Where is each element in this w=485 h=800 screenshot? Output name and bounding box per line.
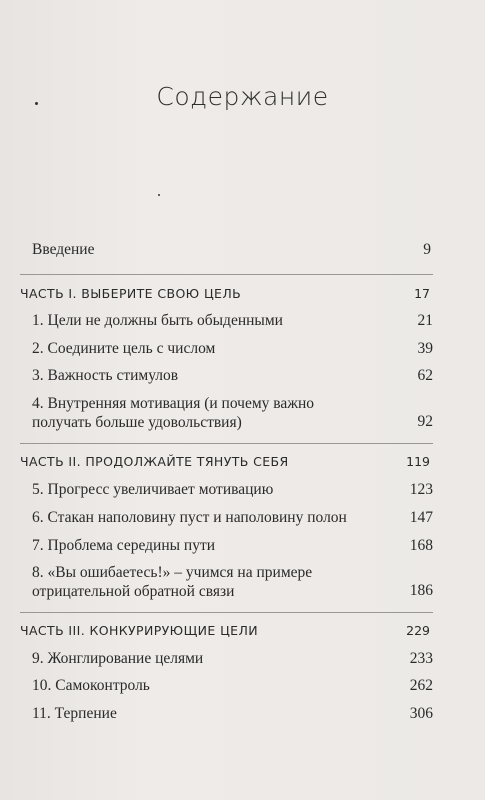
toc-page-number: 92 bbox=[417, 413, 433, 430]
toc-part-label: ЧАСТЬ I. ВЫБЕРИТЕ СВОЮ ЦЕЛЬ bbox=[20, 286, 242, 301]
toc-page-number: 186 bbox=[409, 582, 433, 599]
toc-part-label: ЧАСТЬ III. КОНКУРИРУЮЩИЕ ЦЕЛИ bbox=[20, 623, 259, 638]
page-title: Содержание bbox=[156, 82, 329, 111]
toc-entry-label: 7. Проблема середины пути bbox=[32, 537, 216, 554]
toc-entry-label: 6. Стакан наполовину пуст и наполовину полон bbox=[32, 509, 347, 526]
toc-page-number: 119 bbox=[406, 454, 430, 469]
toc-entry-label: 3. Важность стимулов bbox=[32, 367, 179, 384]
toc-page-number: 168 bbox=[409, 537, 433, 554]
toc-entry-label: 4. Внутренняя мотивация (и почему важно получать больше удовольствия) bbox=[32, 395, 315, 431]
section-divider bbox=[20, 443, 433, 444]
section-divider bbox=[20, 612, 433, 613]
toc-page-number: 17 bbox=[414, 286, 430, 301]
toc-entry-label: 9. Жонглирование целями bbox=[32, 650, 204, 667]
toc-page-number: 62 bbox=[417, 367, 433, 384]
toc-entry-label: 8. «Вы ошибаетесь!» – учимся на примере отрицательной обратной связи bbox=[32, 564, 313, 600]
toc-page-number: 147 bbox=[409, 509, 433, 526]
ink-speck bbox=[158, 194, 160, 196]
toc-part-label: ЧАСТЬ II. ПРОДОЛЖАЙТЕ ТЯНУТЬ СЕБЯ bbox=[20, 454, 289, 469]
toc-page-number: 229 bbox=[406, 623, 430, 638]
toc-entry-label: Введение bbox=[32, 241, 95, 258]
section-divider bbox=[20, 274, 433, 275]
toc-page-number: 9 bbox=[423, 241, 431, 258]
toc-page-number: 306 bbox=[409, 705, 433, 722]
toc-entry-label: 11. Терпение bbox=[32, 705, 117, 722]
toc-page-number: 21 bbox=[417, 312, 433, 329]
toc-entry-label: 10. Самоконтроль bbox=[32, 677, 150, 694]
toc-page-number: 123 bbox=[409, 481, 433, 498]
toc-page-number: 233 bbox=[409, 650, 433, 667]
toc-entry-label: 1. Цели не должны быть обыденными bbox=[32, 312, 283, 329]
toc-page-number: 262 bbox=[409, 677, 433, 694]
toc-page-number: 39 bbox=[417, 340, 433, 357]
toc-entry-label: 2. Соедините цель с числом bbox=[32, 340, 216, 357]
toc-entry-label: 5. Прогресс увеличивает мотивацию bbox=[32, 481, 274, 498]
